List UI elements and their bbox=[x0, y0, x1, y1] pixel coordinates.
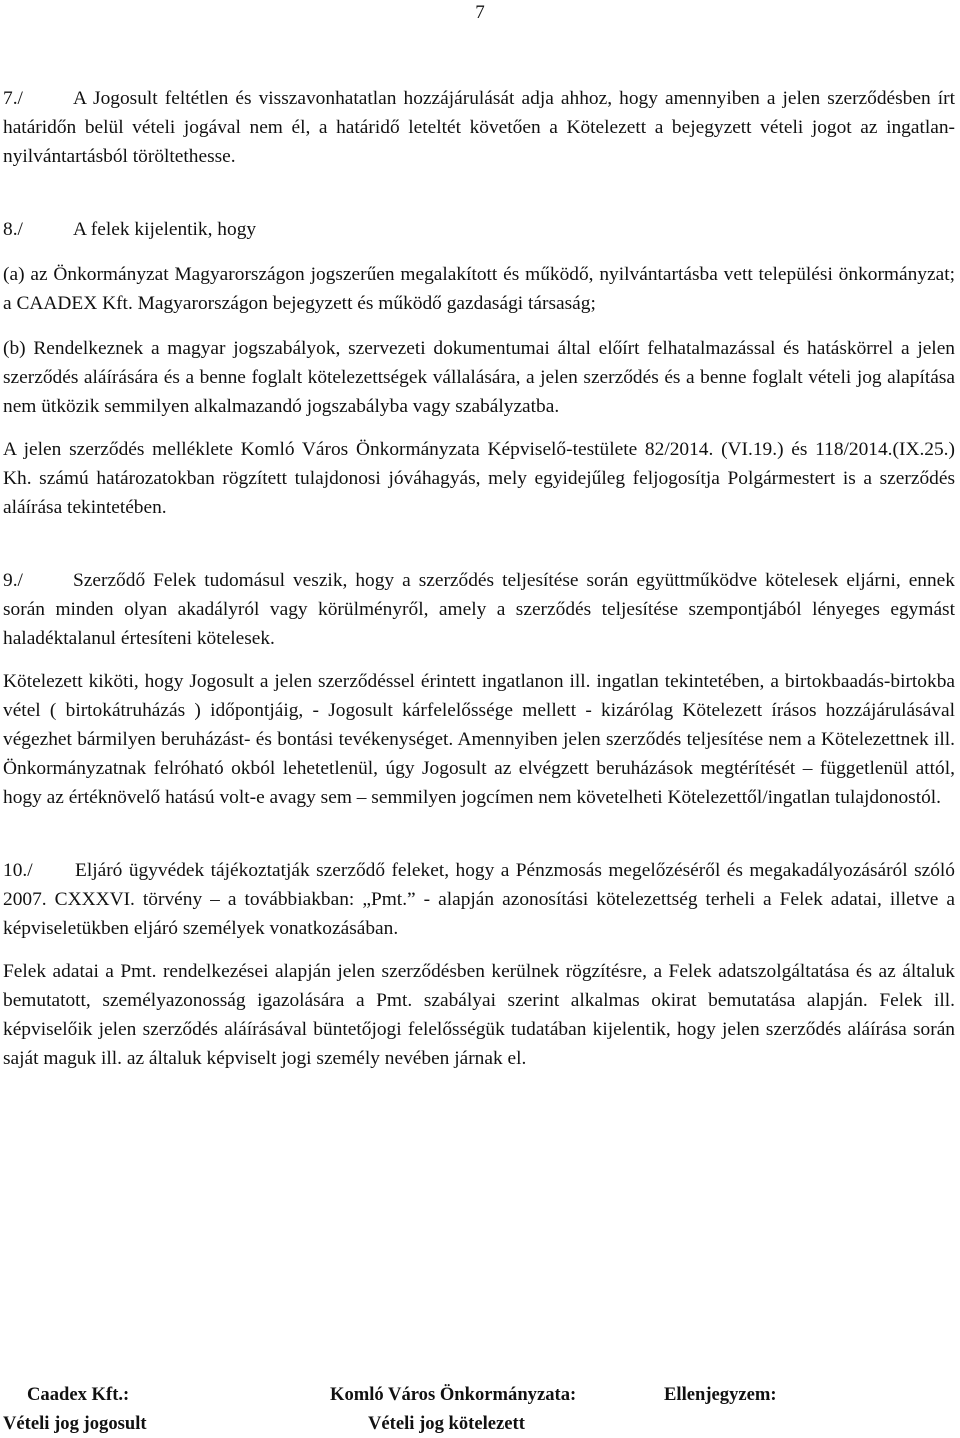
page-number: 7 bbox=[475, 2, 485, 23]
party-name: Caadex Kft.: bbox=[27, 1384, 130, 1405]
section-text: Eljáró ügyvédek tájékoztatják szerződő feleket, hogy a Pénzmosás megelőzéséről és megakadályozásáról szóló 2007. CXXXVI. törvény – a továbbiakban: „Pmt.” - alapján azonosítási kötelezettség terheli a Felek adatai, illetve a képviseletükben eljáró személyek vonatkozásában. bbox=[3, 860, 955, 939]
section-8-item-b: (b) Rendelkeznek a magyar jogszabályok, szervezeti dokumentumai által előírt felhatalmazással és hatáskörrel a jelen szerződés aláírására és a benne foglalt kötelezettségek vállalására, a jelen szerződés és a benne foglalt vételi jog alapítása nem ütközik semmilyen alkalmazandó jogszabályba vagy szabályzatba. bbox=[3, 338, 955, 417]
signature-block-kotelezett bbox=[330, 1380, 576, 1438]
section-text: A Jogosult feltétlen és visszavonhatatlan hozzájárulását adja ahhoz, hogy amennyiben a jelen szerződésben írt határidőn belül vételi jogával nem él, a határidő leteltét követően a Kötelezett a bejegyzett vételi jogot az ingatlan-nyilvántartásból töröltethesse. bbox=[3, 88, 955, 167]
section-number: 10./ bbox=[3, 860, 33, 881]
section-9 bbox=[3, 566, 955, 653]
party-role: Vételi jog jogosult bbox=[3, 1413, 147, 1434]
document-body bbox=[3, 84, 955, 1073]
countersign-label: Ellenjegyzem: bbox=[664, 1384, 777, 1405]
section-text: A felek kijelentik, hogy bbox=[73, 219, 257, 240]
party-name: Komló Város Önkormányzata: bbox=[330, 1384, 577, 1405]
section-number: 8./ bbox=[3, 219, 23, 240]
section-8-item-a: (a) az Önkormányzat Magyarországon jogszerűen megalakított és működő, nyilvántartásba vett települési önkormányzat; a CAADEX Kft. Magyarországon bejegyzett és működő gazdasági társaság; bbox=[3, 264, 955, 314]
section-10 bbox=[3, 856, 955, 943]
signature-block-jogosult bbox=[3, 1380, 147, 1438]
section-8-intro bbox=[3, 215, 955, 244]
section-8-annex: A jelen szerződés melléklete Komló Város Önkormányzata Képviselő-testülete 82/2014. (VI.19.) és 118/2014.(IX.25.) Kh. számú határozatokban rögzített tulajdonosi jóváhagyás, mely egyidejűleg feljogosítja Polgármestert is a szerződés aláírása tekintetében. bbox=[3, 439, 955, 518]
section-10-para-2: Felek adatai a Pmt. rendelkezései alapján jelen szerződésben kerülnek rögzítésre, a Felek adatszolgáltatása és az általuk bemutatott, személyazonosság igazolására a Pmt. szabályai szerint alkalmas okirat bemutatása alapján. Felek ill. képviselőik jelen szerződés aláírásával büntetőjogi felelősségük tudatában kijelentik, hogy jelen szerződés aláírása során saját maguk ill. az általuk képviselt jogi személy nevében járnak el. bbox=[3, 961, 955, 1069]
party-role: Vételi jog kötelezett bbox=[368, 1413, 525, 1434]
section-9-para-2: Kötelezett kiköti, hogy Jogosult a jelen szerződéssel érintett ingatlanon ill. ingatlan tekintetében, a birtokbaadás-birtokba vétel ( birtokátruházás ) időpontjáig, - Jogosult kárfelelőssége mellett - kizárólag Kötelezett írásos hozzájárulásával végezhet bármilyen beruházást- és bontási tevékenységet. Amennyiben jelen szerződés teljesítése nem a Kötelezettnek ill. Önkormányzatnak felróható okból lehetetlenül, úgy Jogosult az elvégzett beruházások megtérítését – függetlenül attól, hogy az értéknövelő hatású volt-e avagy sem – semmilyen jogcímen nem követelheti Kötelezettől/ingatlan tulajdonostól. bbox=[3, 671, 955, 808]
section-text: Szerződő Felek tudomásul veszik, hogy a szerződés teljesítése során együttműködve kötelesek eljárni, ennek során minden olyan akadályról vagy körülményről, amely a szerződés teljesítése szempontjából lényeges egymást haladéktalanul értesíteni kötelesek. bbox=[3, 570, 955, 649]
section-number: 7./ bbox=[3, 88, 23, 109]
section-7 bbox=[3, 84, 955, 171]
section-number: 9./ bbox=[3, 570, 23, 591]
signature-block-countersign bbox=[664, 1380, 777, 1409]
